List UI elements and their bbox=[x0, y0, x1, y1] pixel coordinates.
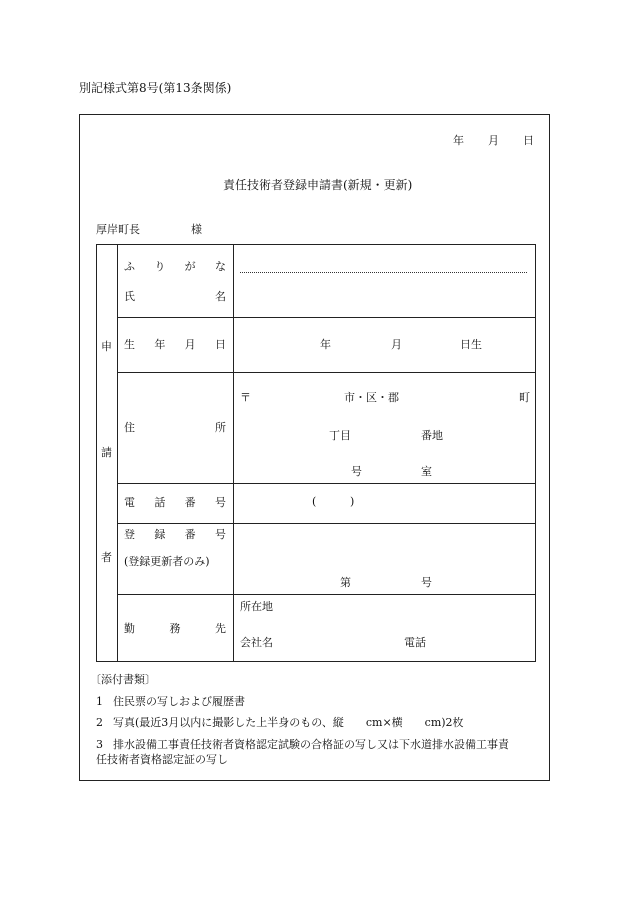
address-label-char: 住 bbox=[124, 421, 135, 434]
furigana-label-char: が bbox=[184, 260, 196, 273]
workplace-tel: 電話 bbox=[404, 636, 426, 649]
phone-label-char: 電 bbox=[124, 496, 135, 509]
row-divider-address bbox=[117, 483, 535, 484]
phone-label bbox=[124, 497, 226, 508]
phone-label-char: 号 bbox=[214, 496, 226, 509]
birth-suffix: 日生 bbox=[460, 338, 482, 351]
address-banchi: 番地 bbox=[421, 429, 443, 442]
workplace-location: 所在地 bbox=[240, 600, 273, 613]
workplace-label bbox=[124, 623, 226, 634]
registration-label-char: 番 bbox=[184, 528, 196, 541]
label-column-divider bbox=[233, 244, 234, 661]
addressee-name: 厚岸町長 bbox=[96, 223, 140, 236]
registration-label-char: 録 bbox=[154, 528, 166, 541]
name-label-char: 氏 bbox=[124, 290, 135, 303]
attachment-text: 排水設備工事責任技術者資格認定試験の合格証の写し又は下水道排水設備工事責 bbox=[113, 738, 509, 751]
table-top-border bbox=[96, 244, 536, 245]
phone-paren-open: ( bbox=[312, 495, 317, 508]
page-title: 責任技術者登録申請書(新規・更新) bbox=[223, 178, 413, 192]
birth-year: 年 bbox=[320, 338, 331, 351]
postal-mark: 〒 bbox=[240, 391, 251, 404]
table-left-border bbox=[96, 244, 97, 661]
birth-label-char: 月 bbox=[184, 338, 196, 351]
attachment-num: 2 bbox=[96, 716, 103, 729]
row-divider-name bbox=[117, 317, 535, 318]
table-bottom-border bbox=[96, 661, 536, 662]
applicant-label-1: 申 bbox=[101, 340, 112, 353]
attachments-heading: 〔添付書類〕 bbox=[90, 673, 156, 686]
birth-month: 月 bbox=[391, 338, 402, 351]
phone-label-char: 話 bbox=[154, 496, 166, 509]
row-divider-birth bbox=[117, 372, 535, 373]
workplace-label-char: 務 bbox=[169, 622, 181, 635]
workplace-company: 会社名 bbox=[240, 636, 273, 649]
birth-label-char: 生 bbox=[124, 338, 135, 351]
date-year: 年 bbox=[453, 134, 464, 147]
addressee-honorific: 様 bbox=[191, 223, 202, 236]
furigana-label-char: ふ bbox=[124, 260, 135, 273]
registration-go: 号 bbox=[421, 576, 432, 589]
row-divider-registration bbox=[117, 594, 535, 595]
registration-label-char: 登 bbox=[124, 528, 135, 541]
address-label-char: 所 bbox=[215, 421, 226, 434]
phone-label-char: 番 bbox=[184, 496, 196, 509]
birth-label bbox=[124, 339, 226, 350]
table-right-border bbox=[535, 244, 536, 661]
row-divider-phone bbox=[117, 523, 535, 524]
furigana-label-char: な bbox=[214, 260, 226, 273]
phone-paren-close: ) bbox=[350, 495, 355, 508]
attachment-text: 住民票の写しおよび履歴書 bbox=[113, 695, 245, 708]
address-label bbox=[124, 422, 226, 433]
address-town: 町 bbox=[519, 391, 530, 404]
registration-note: (登録更新者のみ) bbox=[124, 555, 210, 568]
attachment-text-continued: 任技術者資格認定証の写し bbox=[96, 753, 228, 766]
registration-label bbox=[124, 529, 226, 540]
furigana-input-line[interactable] bbox=[240, 272, 527, 273]
name-label bbox=[124, 291, 226, 302]
workplace-label-char: 先 bbox=[215, 622, 226, 635]
address-city: 市・区・郡 bbox=[344, 391, 399, 404]
registration-dai: 第 bbox=[340, 576, 351, 589]
form-number: 別記様式第8号(第13条関係) bbox=[79, 81, 232, 95]
attachment-num: 1 bbox=[96, 695, 103, 708]
date-day: 日 bbox=[523, 134, 534, 147]
registration-label-char: 号 bbox=[214, 528, 226, 541]
birth-label-char: 日 bbox=[214, 338, 226, 351]
name-label-char: 名 bbox=[215, 290, 226, 303]
address-chome: 丁目 bbox=[329, 429, 351, 442]
birth-label-char: 年 bbox=[154, 338, 166, 351]
attachment-text: 写真(最近3月以内に撮影した上半身のもの、縦 cm×横 cm)2枚 bbox=[113, 716, 464, 729]
date-month: 月 bbox=[488, 134, 499, 147]
workplace-label-char: 勤 bbox=[124, 622, 135, 635]
applicant-label-2: 請 bbox=[101, 446, 112, 459]
applicant-column-divider bbox=[117, 244, 118, 661]
furigana-label bbox=[124, 261, 226, 272]
address-go: 号 bbox=[351, 465, 362, 478]
address-room: 室 bbox=[421, 465, 432, 478]
attachment-num: 3 bbox=[96, 738, 103, 751]
applicant-label-3: 者 bbox=[101, 551, 112, 564]
furigana-label-char: り bbox=[154, 260, 166, 273]
